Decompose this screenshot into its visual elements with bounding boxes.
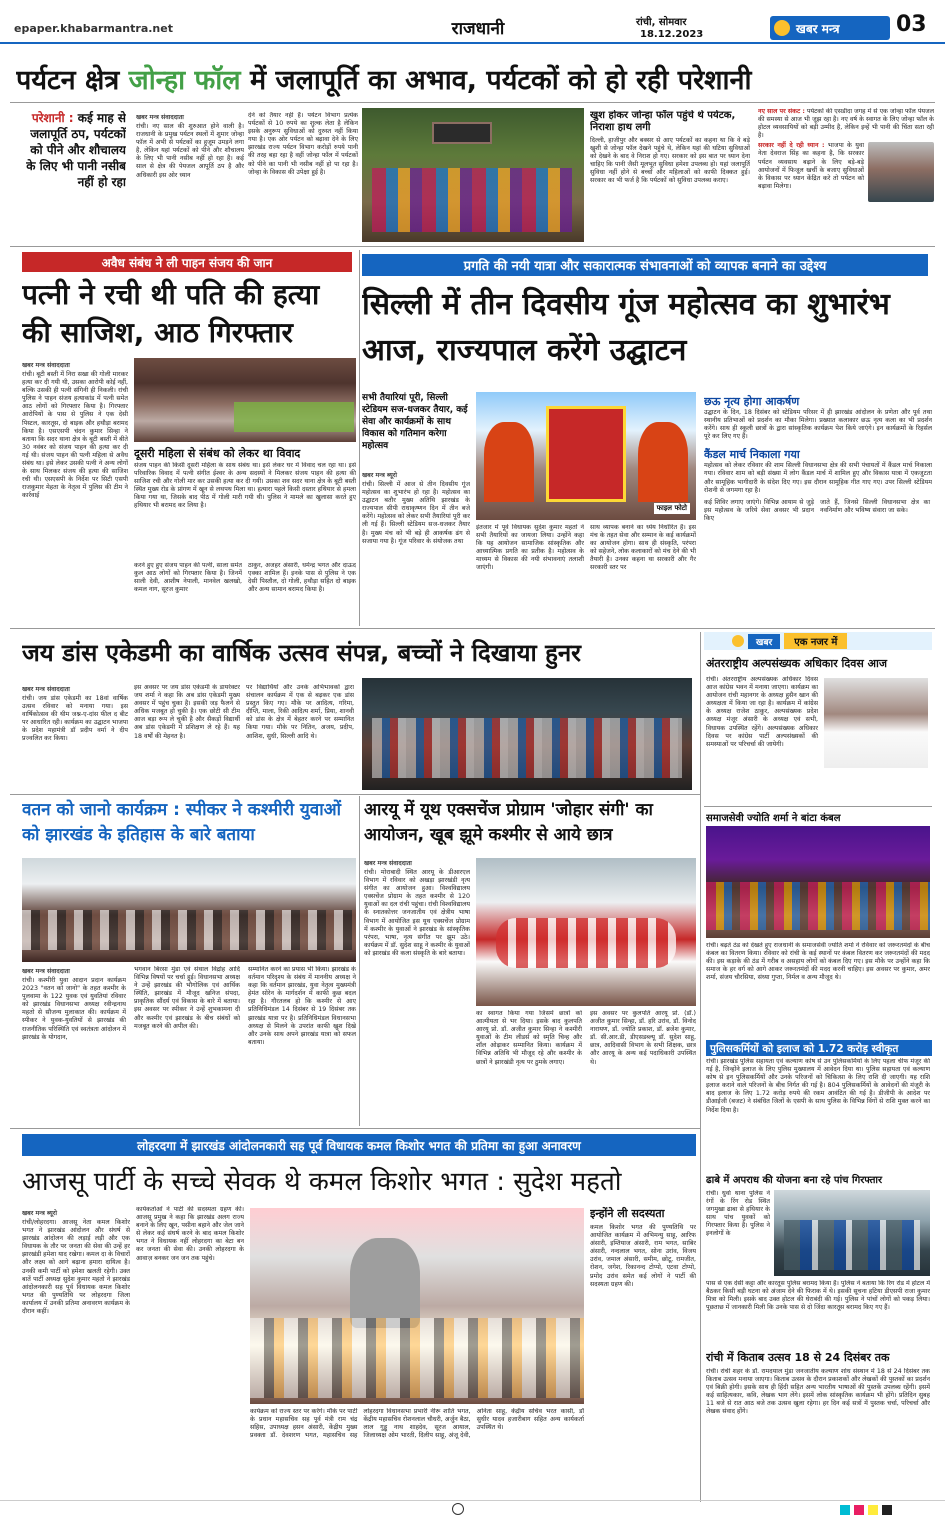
story3-body2: इंतजार में पूर्व विधायक सुदेश कुमार महतो ने सभी तैयारियों का जायजा लिया। उन्होंने कहा कि यह आयोजन सामाजिक सांस्कृतिक और आध्यात्मिक प्रगति का प्रतीक है। महोत्सव के माध्यम से विकास की नयी संभावनाएं तलाशी जाएंगी।	[476, 524, 584, 572]
divider	[10, 628, 935, 629]
divider	[704, 806, 932, 807]
side3-body: रांची। झारखंड पुलिस सहायता एवं कल्याण कोष से उन पुलिसकर्मियों के लिए पहला चीफ मंजूर की गई है, जिन्होंने इलाज के लिए पुलिस मुख्यालय में आवेदन दिया था। पुलिस सहायता एवं कल्याण कोष से इन पुलिसकर्मियों और उनके परिजनों को चिकित्सा के लिए राशि दी जाएगी। यह राशि इलाज कराने वाले परिजनों के बीच निर्गत की गई है। 804 पुलिसकर्मियों के आवेदनों की मंजूरी के बाद इलाज के लिए 1.72 करोड़ रुपये की रकम आवंटित की गई है। डीजीपी के आदेश पर डीआईजी (बजट) ने संबंधित जिलों के एसपी के साथ पुलिस के विभिन्न विंगों से राशि मुक्त करने का निर्देश दिया है।	[706, 1058, 930, 1114]
dance-academy-group-photo	[362, 678, 692, 790]
dancers-circle	[496, 918, 676, 968]
brand-name: खबर मन्त्र	[796, 21, 840, 36]
side2-headline: समाजसेवी ज्योति शर्मा ने बांटा कंबल	[706, 813, 841, 824]
story2-headline: पत्नी ने रची थी पति की हत्या की साजिश, आठ गिरफ्तार	[22, 278, 320, 349]
arrested-accused-photo	[774, 1190, 930, 1276]
story1-body-col2: देने को तैयार नहीं हैं। पर्यटन विभाग प्रत्येक पर्यटकों से 10 रुपये का शुल्क लेता है लेकिन इसके अनुरूप सुविधाओं को दुरुस्त नहीं किया गया है। एक ओर पर्यटन को बढ़ावा देने के लिए झारखंड राज्य पर्यटन विभाग करोड़ों रुपये पानी की तरह बहा रहा है वहीं जोन्हा फॉल में पर्यटकों को पीने का पानी भी नसीब नहीं हो पा रहा है। जोन्हा के विकास की उपेक्षा हुई है।	[248, 112, 358, 176]
story1-side-kicker: परेशानी : कई माह से जलापूर्ति ठप, पर्यटकों को पीने और शौचालय के लिए भी पानी नसीब नहीं हो रहा	[26, 111, 126, 189]
speaker-kashmiri-youth-photo	[22, 858, 356, 962]
color-swatch	[882, 1505, 892, 1515]
story5-col1: खबर मन्त्र संवाददाता रांची। कश्मीरी युवा आदान प्रदान कार्यक्रम 2023 "वतन को जानो" के तहत कश्मीर के पुलवामा के 122 युवक एवं युवतियां रविवार को झारखंड विधानसभा अध्यक्ष रवीन्द्रनाथ महतो से सौजन्य मुलाकात की। कार्यक्रम में स्पीकर ने युवक-युवतियों से झारखंड की राजनीतिक परिस्थिति एवं स्वतंत्रता आंदोलन में झारखंड के योगदान,	[22, 968, 126, 1041]
story2-col1: करने हुए हुए संजय पाहन की पत्नी, साला समेत कुल आठ लोगों को गिरफ्तार किया है। जिनमें साली देवी, आशीष नेपाली, मानवेल खलखो, कमल नाग, सूरज कुमार	[134, 562, 242, 594]
side5-headline: रांची में किताब उत्सव 18 से 24 दिसंबर तक	[706, 1351, 890, 1364]
decor-hut-left	[484, 422, 534, 502]
story1-right-col: नए साल पर संकट : पर्यटकों की एसडीदा जगह में से एक जोन्हा फॉल पेयजल की समस्या से आज भी जूझ रहा है। नए वर्ष के स्वागत के लिए जोन्हा फॉल के होटल व्यवसायियों को बड़ी उम्मीद है, लेकिन इन्हें भी पानी की चिंता सता रही है। सरकार नहीं दे रही ध्यान : भाजपा के युवा नेता देवराज सिंह का कहना है, कि सरकार पर्यटन व्यवसाय बढ़ाने के लिए बड़े-बड़े आयोजनों में फिजूल खर्ची के बजाए सुविधाओं के विकास पर ध्यान केंद्रित करे तो पर्यटन को बढ़ावा मिलेगा।	[758, 108, 934, 242]
color-swatch	[868, 1505, 878, 1515]
hussain-khan-photo	[824, 678, 928, 768]
police-press-conference-photo	[134, 358, 356, 442]
side1-headline: अंतरराष्ट्रीय अल्पसंख्यक अधिकार दिवस आज	[706, 657, 888, 670]
story6-col3: इस अवसर पर कुलपति आरयू प्रो. (डॉ.) अजीत कुमार सिन्हा, डॉ. हरि उरांव, डॉ. विनोद नारायण, डॉ. ज्योति प्रकाश, डॉ. ब्रजेश कुमार, डॉ. सी.आर.डी, डीएसडब्ल्यू डॉ. सुदेश साहू, छात्र, आदिवासी विभाग के सभी शिक्षक, छात्र और आरयू के अन्य कई पदाधिकारी उपस्थित थे।	[590, 1010, 696, 1066]
decor-hut-right	[638, 422, 688, 502]
masthead	[0, 0, 945, 44]
story3-headline: सिल्ली में तीन दिवसीय गूंज महोत्सव का शुभारंभ आज, राज्यपाल करेंगे उद्घाटन	[362, 287, 890, 368]
registration-mark-icon	[452, 1503, 464, 1515]
page-number: 03	[896, 12, 927, 37]
crowd	[706, 882, 930, 930]
audience-rows	[22, 910, 356, 950]
side5-body: रांची। रांची शहर के डॉ. रामदयाल मुंडा जनजातीय कल्याण शोध संस्थान में 18 से 24 दिसंबर तक किताब उत्सव मनाया जाएगा। किताब उत्सव के दौरान प्रकाशकों और लेखकों की पुस्तकों का प्रदर्शन एवं बिक्री होगी। इसके साथ ही हिंदी सहित अन्य भारतीय भाषाओं की पुस्तकें उपलब्ध रहेंगी। इसमें कई साहित्यकार, कवि, लेखक भाग लेंगे। इसमें लोक सांस्कृतिक कार्यक्रम भी होंगे। प्रतिदिन सुबह 11 बजे से रात आठ बजे तक उत्सव खुला रहेगा। हर दिन कई सत्रों में पुस्तक चर्चा, परिचर्चा और लेखक संवाद होंगे।	[706, 1368, 930, 1416]
attendees	[250, 1318, 584, 1398]
accused-row	[784, 1220, 920, 1270]
side4-body2: पास से एक देसी कट्टा और कारतूस पुलिस बरामद किया है। पुलिस ने बताया कि रिंग रोड में होटल में बैठकर किसी बड़ी घटना को अंजाम देने की फिराक में थे। इसकी सूचना हटिया डीएसपी राजा कुमार मित्रा को मिली। इसके बाद उक्त होटल की घेराबंदी की गई। पुलिस ने पांचों लोगों को पकड़ लिया। पूछताछ में जानकारी मिली कि उनके पास से दो जिंदा कारतूस बरामद किए गए हैं।	[706, 1280, 930, 1312]
color-swatch	[840, 1505, 850, 1515]
divider	[10, 794, 700, 795]
statue-bust	[350, 1238, 420, 1328]
story7-banner: लोहरदगा में झारखंड आंदोलनकारी सह पूर्व विधायक कमल किशोर भगत की प्रतिमा का हुआ अनावरण	[22, 1134, 696, 1156]
brand-logo-icon	[774, 20, 790, 36]
story2-body-right: संजय पाहन की किसी दूसरी महिला के साथ संबंध था। इसे लेकर घर में विवाद चल रहा था। इसे परिवारिक विवाद में पत्नी संगीत ईश्वर के अन्य सदस्यों ने मिलकर संजय पाहन की हत्या की साजिश रची और गोली मार कर उसकी हत्या कर दी गयी। उसका शव सदर थाना क्षेत्र के बूटी बस्ती स्थित मुख्य रोड के प्रांगण में खून से लथपथ मिला था। हत्यारा पहले किसी दस्तार हथियार से हमला किया गया था, जिसके बाद पीठ में गोली मारी गयी थी। पुलिस ने मामले का खुलासा करते हुए हथियार भी बरामद कर लिया है।	[134, 462, 356, 510]
dateline-date: 18.12.2023	[640, 29, 704, 40]
story1-mid-col: खुश होकर जोन्हा फॉल पहुंचे थे पर्यटक, निराशा हाथ लगी दिल्ली, हाजीपुर और बक्सर से आए पर्यटकों का कहना था कि वे बड़े खुशी से जोन्हा फॉल देखने पहुंचे थे, लेकिन यहां की घटिया सुविधाओं को देखने के बाद वे निराश हो गए। सरकार को इस बात पर ध्यान देना चाहिए कि पानी जैसी मूलभूत सुविधा हमेशा उपलब्ध हो। यहां जलापूर्ति सुविधा नहीं होने से बच्चों और महिलाओं को काफी दिक्कत हुई। सरकार का भी फर्ज है कि पर्यटकों को सुविधा उपलब्ध कराए।	[590, 110, 750, 185]
section-title: राजधानी	[451, 19, 505, 39]
story7-headline: आजसू पार्टी के सच्चे सेवक थे कमल किशोर भगत : सुदेश महतो	[22, 1167, 622, 1197]
divider	[10, 1128, 700, 1129]
story2-photo-caption: दूसरी महिला से संबंध को लेकर था विवाद	[134, 447, 301, 460]
story5-headline: वतन को जानो कार्यक्रम : स्पीकर ने कश्मीरी युवाओं को झारखंड के इतिहास के बारे बताया	[22, 800, 341, 845]
nazar-brand: खबर	[748, 634, 780, 649]
story6-headline: आरयू में यूथ एक्सचेंज प्रोग्राम 'जोहार संगी' का आयोजन, खूब झूमे कश्मीर से आये छात्र	[364, 800, 653, 845]
story3-body3: साथ व्यापक बनाने का ध्येय निर्धारित है। इस मंच के तहत सेवा और सम्मान के कई कार्यक्रमों का आयोजन होगा। साथ ही संस्कृति, परंपरा को सहेजने, लोक कलाकारों को मंच देने की भी तैयारी है। उनका कहना था सरकारी और गैर सरकारी स्तर पर	[590, 524, 696, 572]
story6-col2: का स्वागत किया गया जिसमें छात्रों को आत्मीयता से भर दिया। इसके बाद कुलपति आरयू प्रो. डॉ. अजीत कुमार सिन्हा ने कश्मीरी युवाओं के टीम लीडर्स को स्मृति चिन्ह और शॉल ओढ़ाकर सम्मानित किया। कार्यक्रम में विभिन्न अतिथि भी मौजूद रहे और कश्मीर के छात्रों ने झारखंडी नृत्य पर ठुमके लगाए।	[476, 1010, 582, 1066]
story4-col2: इस अवसर पर जय डांस एकेडमी के डायरेक्टर जय शर्मा ने कहा कि अब डांस एकेडमी मुख्य अवसर में पहुंच चुका है। इसकी जड़ फैलने से अधिक मजबूत हो चुकी है। एक छोटी सी टीम आज बड़ा रूप ले चुकी है और सैकड़ों विद्यार्थी अब डांस एकेडमी में प्रशिक्षण ले रहे हैं। यह 18 वर्षों की मेहनत है।	[134, 684, 240, 740]
group-people	[372, 168, 572, 232]
column-rule	[700, 632, 701, 1502]
story5-col2: भगवान बिरसा मुंडा एवं संथाल विद्रोह आदि विभिन्न विषयों पर चर्चा हुई। विधानसभा अध्यक्ष ने उन्हें झारखंड की भौगोलिक एवं आर्थिक स्थिति, झारखंड में मौजूद खनिज संपदा, प्राकृतिक सौंदर्य एवं विकास के बारे में बताया। इस अवसर पर स्पीकर ने उन्हें शुभकामना दी और कश्मीर एवं झारखंड के बीच संबंधों को मजबूत करने की अपील की।	[134, 966, 240, 1030]
divider	[10, 102, 935, 103]
jonha-fall-tourists-photo	[362, 108, 584, 242]
story5-col3: सम्मानित करने का प्रयास भी किया। झारखंड के वर्तमान परिदृश्य के संबंध में माननीय अध्यक्ष ने कहा कि वर्तमान झारखंड, युवा नेतृत्व मुख्यमंत्री हेमंत सोरेन के मार्गदर्शन में काफी कुछ बदल रहा है। गौरतलब हो कि कश्मीर से आए प्रतिनिधिमंडल 14 दिसंबर से 19 दिसंबर तक झारखंड यात्रा पर है। प्रतिनिधिमंडल विधानसभा अध्यक्ष से मिलने के उपरांत काफी खुश दिखे और उनके साथ अपने झारखंड यात्रा को सफल बताया।	[248, 966, 356, 1046]
nazar-logo-icon	[732, 635, 744, 647]
story1-headline: पर्यटन क्षेत्र जोन्हा फॉल में जलापूर्ति का अभाव, पर्यटकों को हो रही परेशानी	[16, 65, 752, 96]
story1-body-col1: खबर मन्त्र संवाददाता रांची। नए साल की शुरुआत होने वाली है। राजधानी के प्रमुख पर्यटन स्थलों में शुमार जोन्हा फॉल में अभी से पर्यटकों का हुजूम उमड़ने लगा है, लेकिन यहां पर्यटकों को पीने और शौचालय के लिए भी पानी नसीब नहीं हो रहा है। कई साल से क्षेत्र की पेयजल आपूर्ति ठप है और अधिकारी इस ओर ध्यान	[136, 114, 244, 179]
story6-col1: खबर मन्त्र संवाददाता रांची। मोराबादी स्थित आरयू के डीआरएल विभाग में रविवार को अखड़ा झारखंडी नृत्य संगीत का आयोजन हुआ। विश्वविद्यालय एक्सचेंज प्रोग्राम के तहत कश्मीर से 120 युवाओं का दल रांची पहुंचा। रांची विश्वविद्यालय के स्नातकोत्तर जनजातीय एवं क्षेत्रीय भाषा विभाग में आयोजित इस यूथ एक्सचेंज प्रोग्राम में कश्मीर के युवाओं ने झारखंड के सांस्कृतिक परंपरा, भाषा, नृत्य संगीत पर झूम उठे। कार्यक्रम में डॉ. सुदेश साहू ने कश्मीर के युवाओं को झारखंड की कला संस्कृति के बारे बताया।	[364, 860, 470, 957]
side4-body1: रांची। धुर्वा थाना पुलिस ने रंगों के रिंग रोड स्थित जगमुखा ढाबा से हथियार के साथ पांच युवकों को गिरफ्तार किया है। पुलिस ने इनलोगों के	[706, 1190, 770, 1238]
site-url[interactable]: epaper.khabarmantra.net	[14, 22, 173, 35]
jonha-sign	[432, 122, 492, 144]
ru-dance-performance-photo	[476, 858, 696, 1006]
dateline-city: रांची, सोमवार	[636, 17, 687, 28]
story2-kicker: अवैध संबंध ने ली पाहन संजय की जान	[22, 252, 352, 272]
blanket-distribution-photo	[706, 826, 930, 938]
story3-banner: प्रगति की नयी यात्रा और सकारात्मक संभावनाओं को व्यापक बनाने का उद्देश्य	[362, 254, 928, 276]
column-rule	[359, 250, 360, 626]
ek-nazar-strip	[704, 632, 932, 650]
nazar-title: एक नजर में	[784, 633, 847, 649]
story3-kicker: सभी तैयारियां पूरी, सिल्ली स्टेडियम सज-धजकर तैयार, कई सेवा और कार्यक्रमों के साथ विकास को गतिमान करेगा महोत्सव	[362, 393, 468, 451]
police-officers	[234, 402, 354, 432]
story2-col2: ठाकुर, अजहर अंसारी, धर्मेन्द्र भगत और दाऊद एक्का शामिल हैं। इनके पास से पुलिस ने एक देसी पिस्तौल, दो गोली, हथौड़ा सहित दो बाइक और अन्य सामान बरामद किया है।	[248, 562, 356, 594]
devraj-singh-photo	[868, 142, 934, 202]
statue-unveiling-photo	[250, 1208, 584, 1404]
side3-headline: पुलिसकर्मियों को इलाज को 1.72 करोड़ स्वीकृत	[706, 1040, 932, 1056]
side1-body: रांची। अंतरराष्ट्रीय अल्पसंख्यक अधिकार दिवस आज कांग्रेस भवन में मनाया जाएगा। कार्यक्रम का आयोजन रांची महानगर के अध्यक्ष हुसैन खान की अध्यक्षता में किया जा रहा है। कार्यक्रम में कांग्रेस के अध्यक्ष राजेश ठाकुर, अल्पसंख्यक प्रदेश अध्यक्ष मंजूर अंसारी के अध्यक्ष एवं सभी, विधायक उपस्थित रहेंगे। अल्पसंख्यक अधिकार दिवस पर कांग्रेस पार्टी अल्पसंख्यकों की समस्याओं पर परिचर्चा की जायेगी।	[706, 676, 818, 748]
story2-body-left: खबर मन्त्र संवाददाता रांची। बूटी बस्ती में निरा सखा की गोली मारकर हत्या कर दी गयी थी, उसका आरोपी कोई नहीं, बल्कि उसकी ही पत्नी संगिनी ही निकली। रांची पुलिस ने पाहन संजय हत्याकांड में पत्नी समेत आठ लोगों को गिरफ्तार किया है। गिरफ्तार आरोपियों के पास से पुलिस ने एक देसी पिस्टल, कारतूस, दो बाइक और हथौड़ा बरामद किया है। एसएसपी चंदन कुमार सिन्हा ने बताया कि सदर थाना क्षेत्र के बूटी बस्ती में बीते 30 नवंबर को संजय पाहन की हत्या कर दी गई थी। संजय पाहन की पत्नी महिला से अवैध संबंध था। इसे लेकर उसकी पत्नी ने अन्य लोगों के साथ मिलकर संजय की हत्या की साजिश रची थी। एसएसपी के निर्देश पर सिटी एसपी राजकुमार मेहता के नेतृत्व में पुलिस की टीम ने कार्रवाई	[22, 362, 128, 500]
color-swatch	[854, 1505, 864, 1515]
dancers-group	[372, 718, 682, 778]
story4-col3: पर विद्यार्थियों और उनके अभिभावकों द्वारा संचालन कार्यक्रम में एक से बढ़कर एक डांस प्रस्तुत किए गए। मौके पर आदित्य, गरिमा, दीप्ति, माला, रिकी आदित्य शर्मा, प्रिया, शानवी को डांस के क्षेत्र में बेहतर करने पर सम्मानित किया गया। मौके पर नितिन, अजय, प्रदीप, आशिश, सुधी, सिल्ली आदि थे।	[246, 684, 354, 740]
side4-headline: ढाबे में अपराध की योजना बना रहे पांच गिरफ्तार	[706, 1175, 883, 1186]
divider	[10, 246, 935, 247]
footer-bar	[0, 1500, 945, 1517]
column-rule	[359, 796, 360, 1126]
gate-structure	[546, 406, 626, 502]
story3-body1: खबर मन्त्र ब्यूरो रांची। सिल्ली में आज से तीन दिवसीय गूंज महोत्सव का शुभारंभ हो रहा है। महोत्सव का उद्घाटन बतौर मुख्य अतिथि झारखंड के राज्यपाल सीपी राधाकृष्णन दिन में तीन बजे करेंगे। महोत्सव को लेकर सभी तैयारियां पूरी कर ली गई हैं। सिल्ली स्टेडियम सज-धजकर तैयार है। मुख्य मंच को भी बड़े ही आकर्षक ढंग से सजाया गया है। गूंज परिवार के संयोजक तथा	[362, 472, 470, 545]
story4-headline: जय डांस एकेडमी का वार्षिक उत्सव संपन्न, बच्चों ने दिखाया हुनर	[22, 639, 581, 667]
story7-photo-text: कार्यक्रम को राज्य स्तर पर करेंगे। मौके पर पार्टी के प्रधान महासचिव सह पूर्व मंत्री राम चंद्र सहिस, उपाध्यक्ष हसन अंसारी, केंद्रीय मुख्य प्रवक्ता डॉ. देवशरण भगत, महासचिव सह लोहरदगा विधानसभा प्रभारी नीरू शांति भगत, केंद्रीय महासचिव रोशनलाल चौधरी, अर्जुन बैठा, लाल गुड्डू नाथ शाहदेव, सूरज आयाल, जिलाध्यक्ष ओम भारती, दिलीप साहू, अंजू देवी, अनिता साहू, केंद्रीय सचिव भरत कासी, डॉ सुधीर यादव हजारीबाग सहित अन्य कार्यकर्ता उपस्थित थे।	[250, 1408, 584, 1440]
story3-right-col: छऊ नृत्य होगा आकर्षण उद्घाटन के दिन, 18 दिसंबर को स्टेडियम परिसर में ही झारखंड आंदोलन के प्रणेता और पूर्व तथा स्थानीय प्रतिभाओं को प्रदर्शन का मौका मिलेगा। प्रख्यात कलाकार छऊ नृत्य कला का भी प्रदर्शन करेंगे। साथ ही स्कूली छात्रों के द्वारा सांस्कृतिक कार्यक्रम पेश किये जाएंगे। इन कार्यक्रमों के रिहर्सल पूरे कर लिए गए हैं। कैंडल मार्च निकाला गया महोत्सव को लेकर रविवार की शाम सिल्ली विधानसभा क्षेत्र की सभी पंचायतों में कैंडल मार्च निकाला गया। रविवार शाम को बड़ी संख्या में लोग कैंडल मार्च में शामिल हुए और विकास यात्रा में एकजुटता और सामूहिक भागीदारी के संदेश दिए गए। इस दौरान सामूहिक गीत गाए गए। उपर सिल्ली स्टेडियम रोशनी से जगमगा रहा है। कई शिविर लगाए जाएंगे। विभिन्न आयाम से जुड़े इस महोत्सव के जरिये सेवा अवसर भी प्रदान किए जाते हैं, जिनसे सिल्ली विधानसभा क्षेत्र का नवनिर्माण और भविष्य संवारा जा सके।	[704, 395, 932, 522]
story7-col3: इन्होंने ली सदस्यता कमल किशोर भगत की पुण्यतिथि पर आयोजित कार्यक्रम में अभिमन्यु साहू, आरिफ अंसारी, इम्तियाज अंसारी, राम भगत, साबिर अंसारी, नन्दलाल भगत, सोना उरांव, विजय उरांव, जमाल अंसारी, समीम, छोटू, रामजीत, रोशन, जगेश, रिकानन्द टोप्पो, एटवा टोप्पो, प्रमोद उरांव समेत कई लोगों ने पार्टी की सदस्यता ग्रहण की।	[590, 1207, 696, 1288]
story4-col1: खबर मन्त्र संवाददाता रांची। जय डांस एकेडमी का 18वां वार्षिक उत्सव रविवार को मनाया गया। इस वार्षिकोत्सव की थीम जश्न-ए-दांस फील द बीट पर आधारित रही। कार्यक्रम का उद्घाटन भाजपा के प्रदेश महामंत्री डॉ प्रदीप वर्मा ने दीप प्रज्वलित कर किया।	[22, 686, 128, 743]
story7-col1: खबर मन्त्र ब्यूरो रांची/लोहरदगा। आजसू नेता कमल किशोर भगत ने झारखंड आंदोलन और संघर्ष से झारखंड आंदोलन की लड़ाई लड़ी और एक विधायक के तौर पर जनता की सेवा की उन्हें हर झारखंडी हमेशा याद रखेगा। कमल दा के विचारों और लक्ष्य को आगे बढ़ाना हमारा दायित्व है। उनकी कमी पार्टी को हमेशा खलती रहेगी। उक्त बातें पार्टी अध्यक्ष सुदेश कुमार महतो ने झारखंड आंदोलनकारी सह पूर्व विधायक कमल किशोर भगत की पुण्यतिथि पर लोहरदगा जिला कार्यालय में उनकी प्रतिमा अनावरण कार्यक्रम के दौरान कहीं।	[22, 1210, 130, 1316]
brand-logo	[770, 16, 890, 40]
photo-tag: फाइल फोटो	[654, 503, 690, 514]
side2-body: रांची। बढ़ते ठंड को देखते हुए राजधानी के समाजसेवी ज्योति शर्मा ने रविवार को जरूरतमंदों के बीच कंबल का वितरण किया। रविवार को रांची के कई स्थानों पर कंबल वितरण कर जरूरतमंदों की मदद की। इस कड़ाके की ठंड में गरीब व असहाय लोगों को कंबल दिए गए। इस मौके पर उन्होंने कहा कि समाज के हर वर्ग को आगे आकर जरूरतमंदों की मदद करनी चाहिए। इस अवसर पर कुमार, अमर शर्मा, संजय चौरसिया, संध्या गुप्ता, निर्मल व अन्य मौजूद थे।	[706, 942, 930, 982]
goonj-venue-photo	[476, 392, 696, 520]
story7-col2: कार्यकर्ताओं ने पार्टी की सदस्यता ग्रहण की। आजसू प्रमुख ने कहा कि झारखंड अलग राज्य बनाने के लिए खून, पसीना बहाने और जेल जाने से लेकर कई संघर्ष करने के बाद कमल किशोर भगत ने विधायक नहीं लोहरदगा का बेटा बन कर जनता की सेवा की। उनकी लोहरदगा के आवाज़ बनकर जन जन तक पहुंचे।	[136, 1206, 244, 1262]
